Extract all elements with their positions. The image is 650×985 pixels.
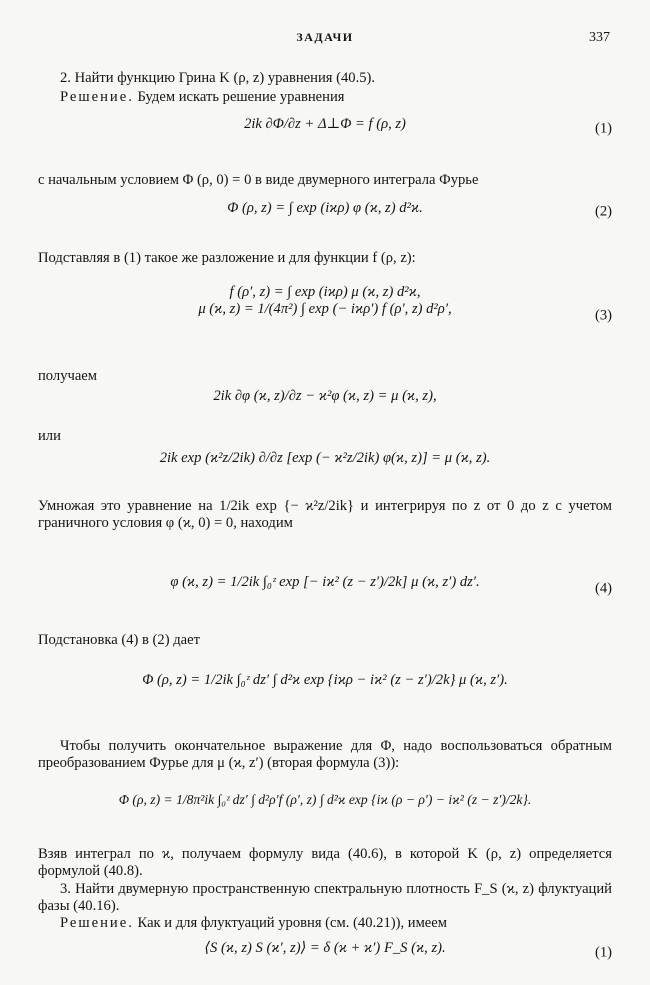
equation-1-number: (1) [594, 120, 612, 137]
solution-3-text: Как и для флуктуаций уровня (см. (40.21)), имеем [137, 915, 447, 931]
problem-3-statement: 3. Найти двумерную пространственную спектральную плотность F_S (ϰ, z) флуктуаций фазы (40.16). [38, 881, 612, 915]
page-number: 337 [589, 30, 610, 45]
equation-final [38, 792, 612, 822]
equation-derived-expr: 2ik ∂φ (ϰ, z)/∂z − ϰ²φ (ϰ, z) = μ (ϰ, z), [213, 388, 437, 404]
equation-derived [38, 388, 612, 414]
equation-2-expr: Φ (ρ, z) = ∫ exp (iϰρ) φ (ϰ, z) d²ϰ. [227, 200, 423, 216]
equation-last [38, 940, 612, 966]
equation-4-number: (4) [594, 580, 612, 597]
equation-3b-expr: μ (ϰ, z) = 1/(4π²) ∫ exp (− iϰρ′) f (ρ′, z) d²ρ′, [198, 301, 452, 318]
paragraph-taking-integral: Взяв интеграл по ϰ, получаем формулу вида (40.6), в которой K (ρ, z) определяется формулой (40.8). [38, 846, 612, 880]
equation-substitution [38, 672, 612, 702]
running-header: ЗАДАЧИ [296, 30, 354, 44]
solution-label: Решение. [60, 89, 134, 105]
paragraph-initial-condition: с начальным условием Φ (ρ, 0) = 0 в виде двумерного интеграла Фурье [38, 172, 479, 188]
equation-3-number: (3) [594, 307, 612, 324]
equation-1-expr: 2ik ∂Φ/∂z + Δ⊥Φ = f (ρ, z) [244, 116, 406, 132]
equation-4 [38, 574, 612, 604]
paragraph-substitution: Подстановка (4) в (2) дает [38, 632, 200, 648]
equation-last-number: (1) [594, 944, 612, 961]
equation-4-expr: φ (ϰ, z) = 1/2ik ∫₀ᶻ exp [− iϰ² (z − z′)/2k] μ (ϰ, z′) dz′. [170, 574, 480, 590]
solution-2-intro [38, 89, 612, 106]
equation-final-expr: Φ (ρ, z) = 1/8π²ik ∫₀ᶻ dz′ ∫ d²ρ′f (ρ′, z) ∫ d²ϰ exp {iϰ (ρ − ρ′) − iϰ² (z − z′)/2k}. [118, 792, 532, 807]
solution-3-intro [38, 915, 612, 932]
equation-last-expr: ⟨S (ϰ, z) S (ϰ′, z)⟩ = δ (ϰ + ϰ′) F_S (ϰ, z). [204, 940, 446, 956]
paragraph-final: Чтобы получить окончательное выражение для Φ, надо воспользоваться обратным преобразованием Фурье для μ (ϰ, z′) (вторая формула (3)): [38, 738, 612, 772]
paragraph-get: получаем [38, 368, 98, 384]
equation-or-expr: 2ik exp (ϰ²z/2ik) ∂/∂z [exp (− ϰ²z/2ik) φ(ϰ, z)] = μ (ϰ, z). [159, 450, 491, 466]
equation-2-number: (2) [594, 203, 612, 220]
equation-3a-expr: f (ρ′, z) = ∫ exp (iϰρ) μ (ϰ, z) d²ϰ, [229, 284, 421, 300]
solution-2-text: Будем искать решение уравнения [137, 89, 345, 105]
equation-substitution-expr: Φ (ρ, z) = 1/2ik ∫₀ᶻ dz′ ∫ d²ϰ exp {iϰρ − iϰ² (z − z′)/2k} μ (ϰ, z′). [142, 672, 508, 688]
paragraph-multiply: Умножая это уравнение на 1/2ik exp {− ϰ²z/2ik} и интегрируя по z от 0 до z с учетом граничного условия φ (ϰ, 0) = 0, находим [38, 498, 612, 532]
equation-3 [38, 284, 612, 348]
equation-or [38, 450, 612, 476]
paragraph-substituting: Подставляя в (1) такое же разложение и для функции f (ρ, z): [38, 250, 416, 266]
paragraph-or: или [38, 428, 61, 444]
equation-1 [38, 116, 612, 142]
solution-3-label: Решение. [60, 915, 134, 931]
problem-2-statement: 2. Найти функцию Грина K (ρ, z) уравнения (40.5). [60, 70, 376, 86]
equation-2 [38, 200, 612, 224]
